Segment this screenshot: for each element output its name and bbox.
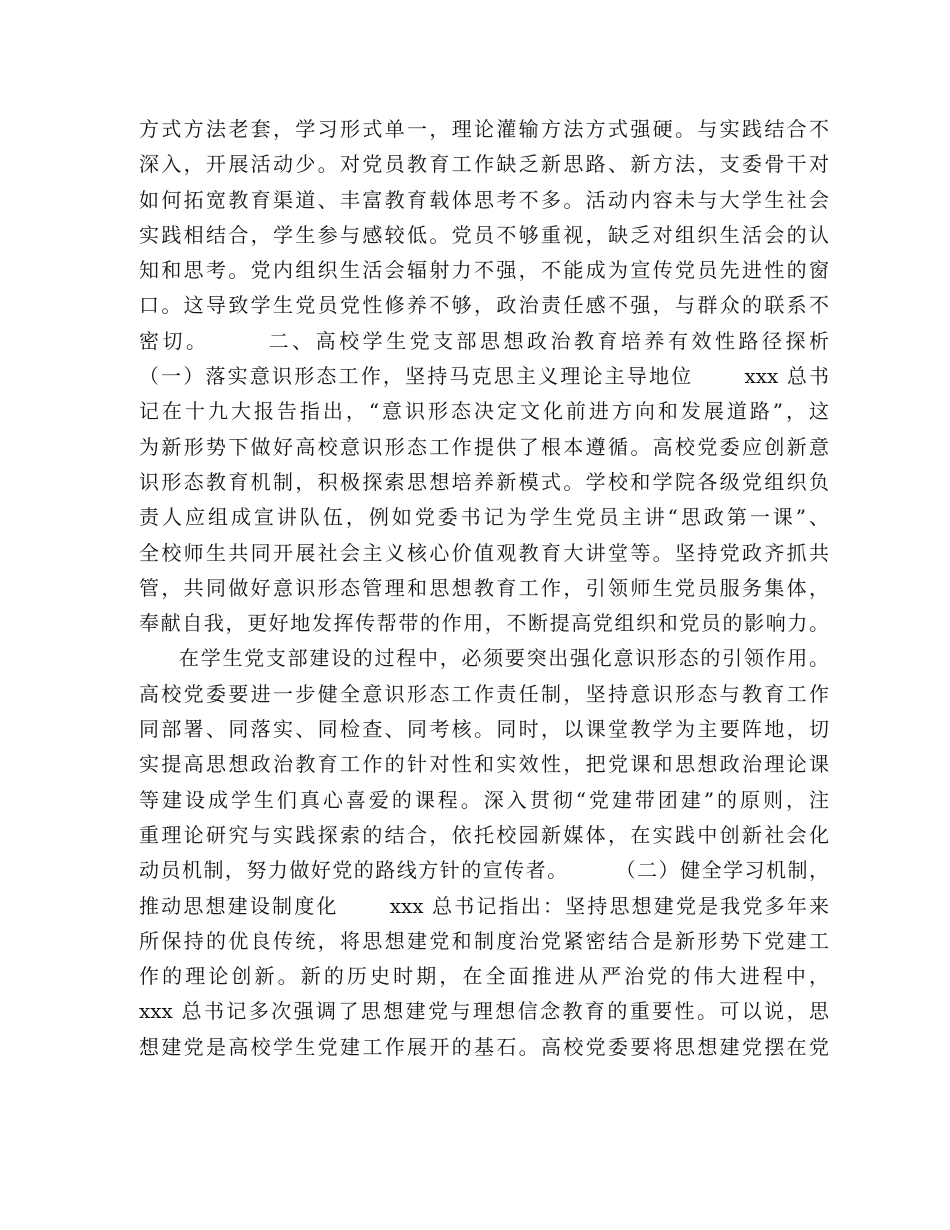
text-line: 密切。 二、高校学生党支部思想政治教育培养有效性路径探析	[139, 328, 829, 353]
text-line: 想建党是高校学生党建工作展开的基石。高校党委要将思想建党摆在党	[139, 1034, 829, 1059]
text-line: 方式方法老套，学习形式单一，理论灌输方法方式强硬。与实践结合不	[139, 117, 829, 141]
text-line: 作的理论创新。新的历史时期，在全面推进从严治党的伟大进程中，	[139, 964, 829, 989]
text-line: 所保持的优良传统，将思想建党和制度治党紧密结合是新形势下党建工	[139, 928, 829, 953]
text-line: 奉献自我，更好地发挥传帮带的作用，不断提高党组织和党员的影响力。	[139, 611, 829, 636]
text-line: 等建设成学生们真心喜爱的课程。深入贯彻“党建带团建”的原则，注	[139, 787, 829, 812]
text-line: 责人应组成宣讲队伍，例如党委书记为学生党员主讲“思政第一课”、	[139, 505, 829, 530]
text-line: 深入，开展活动少。对党员教育工作缺乏新思路、新方法，支委骨干对	[139, 152, 829, 177]
text-line: 实提高思想政治教育工作的针对性和实效性，把党课和思想政治理论课	[139, 752, 829, 777]
text-line: （一）落实意识形态工作，坚持马克思主义理论主导地位 xxx 总书	[139, 364, 829, 389]
text-line: 实践相结合，学生参与感较低。党员不够重视，缺乏对组织生活会的认	[139, 222, 829, 247]
text-line: 如何拓宽教育渠道、丰富教育载体思考不多。活动内容未与大学生社会	[139, 187, 829, 212]
paragraph-first-line: 在学生党支部建设的过程中，必须要突出强化意识形态的引领作用。	[179, 646, 829, 671]
text-line: 推动思想建设制度化 xxx 总书记指出：坚持思想建党是我党多年来	[139, 893, 829, 918]
text-line: 全校师生共同开展社会主义核心价值观教育大讲堂等。坚持党政齐抓共	[139, 540, 829, 565]
text-line: 高校党委要进一步健全意识形态工作责任制，坚持意识形态与教育工作	[139, 681, 829, 706]
text-line: 口。这导致学生党员党性修养不够，政治责任感不强，与群众的联系不	[139, 293, 829, 318]
text-line: 知和思考。党内组织生活会辐射力不强，不能成为宣传党员先进性的窗	[139, 258, 829, 283]
text-line: 识形态教育机制，积极探索思想培养新模式。学校和学院各级党组织负	[139, 469, 829, 494]
text-line: 为新形势下做好高校意识形态工作提供了根本遵循。高校党委应创新意	[139, 434, 829, 459]
text-line: xxx 总书记多次强调了思想建党与理想信念教育的重要性。可以说，思	[139, 999, 829, 1024]
text-line: 同部署、同落实、同检查、同考核。同时，以课堂教学为主要阵地，切	[139, 717, 829, 742]
text-line: 动员机制，努力做好党的路线方针的宣传者。 （二）健全学习机制，	[139, 858, 829, 883]
text-line: 记在十九大报告指出，“意识形态决定文化前进方向和发展道路”，这	[139, 399, 829, 424]
body-text	[139, 112, 829, 1065]
text-line: 管，共同做好意识形态管理和思想教育工作，引领师生党员服务集体，	[139, 575, 829, 600]
text-line: 重理论研究与实践探索的结合，依托校园新媒体，在实践中创新社会化	[139, 822, 829, 847]
